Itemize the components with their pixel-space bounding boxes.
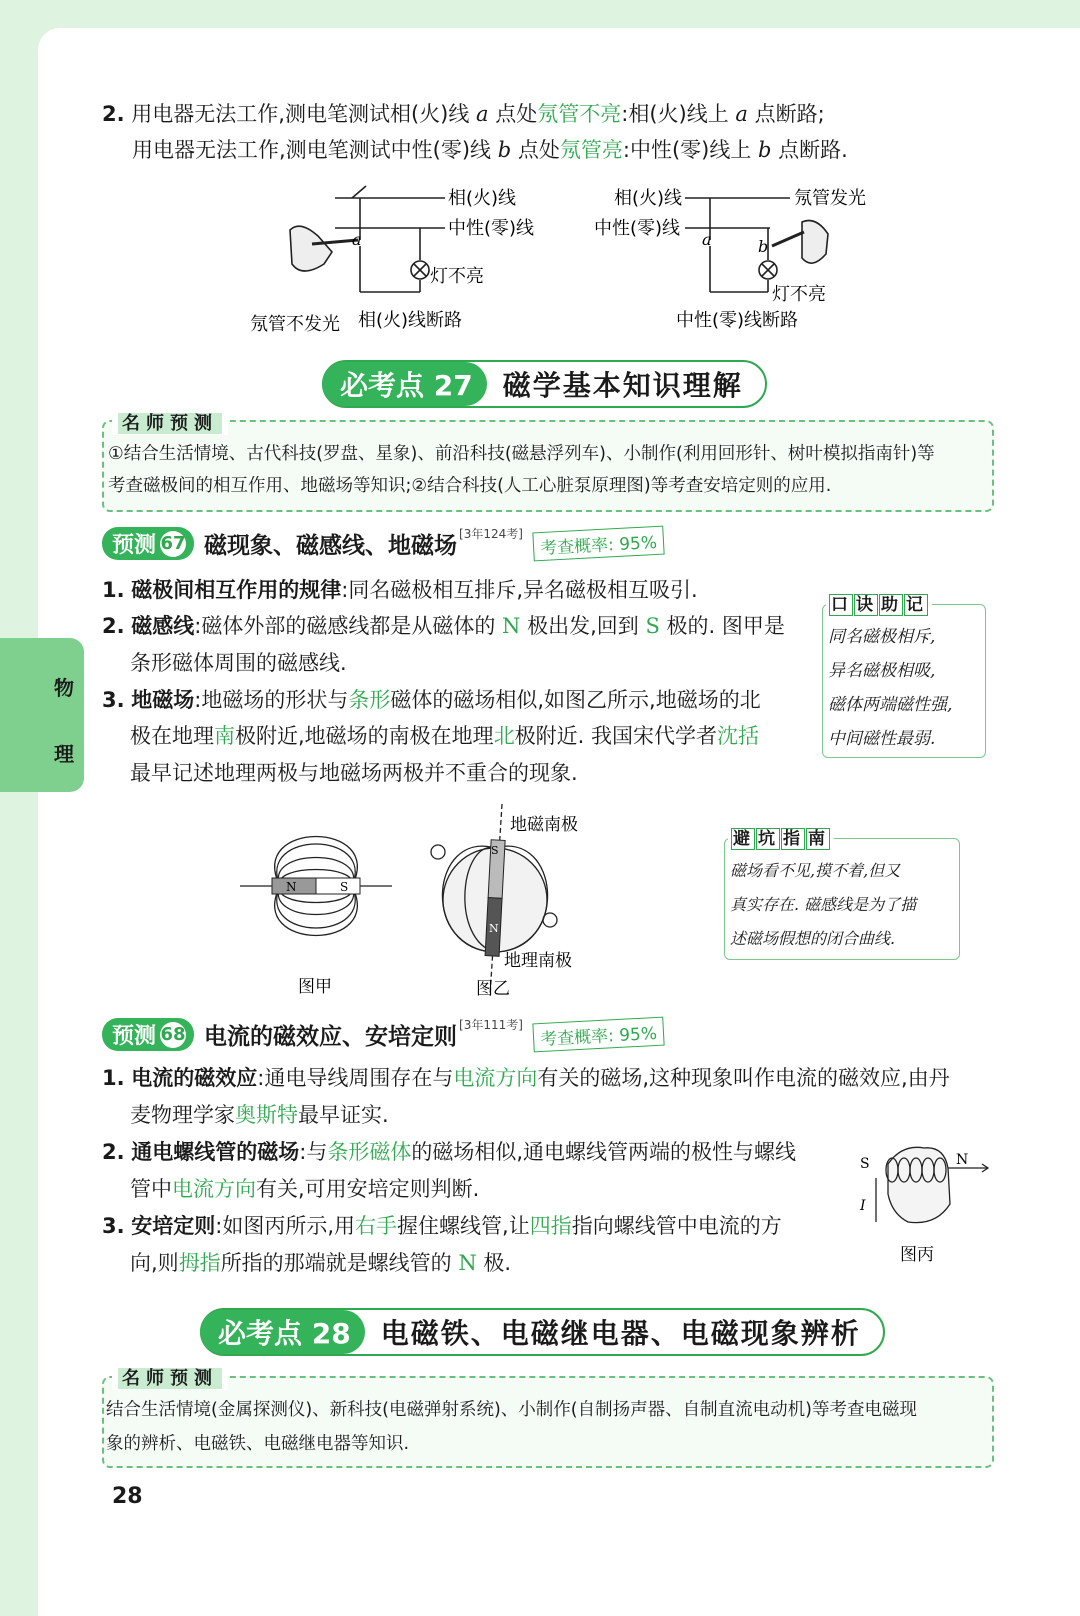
lamp-off-label: 灯不亮 bbox=[430, 266, 484, 287]
p67-item-2-line-2: 条形磁体周围的磁感线. bbox=[130, 651, 347, 675]
point-a-label: a bbox=[352, 230, 362, 249]
circuit-diagram-live-break bbox=[240, 180, 540, 340]
prediction-67-rate: 考查概率: 95% bbox=[532, 526, 664, 562]
prediction-67-pill: 预测 67 bbox=[102, 527, 194, 560]
p68-item-3-line-2: 向,则拇指所指的那端就是螺线管的 N 极. bbox=[130, 1251, 512, 1275]
geographic-south-label: 地理南极 bbox=[504, 951, 572, 971]
key-point-27-label: 必考点 27 bbox=[322, 362, 487, 406]
p68-item-1: 1. 电流的磁效应:通电导线周围存在与电流方向有关的磁场,这种现象叫作电流的磁效应,由丹 bbox=[102, 1066, 950, 1090]
key-point-28-banner bbox=[200, 1308, 885, 1356]
key-point-28-title: 电磁铁、电磁继电器、电磁现象辨析 bbox=[380, 1317, 861, 1350]
item-2-line-2: 用电器无法工作,测电笔测试中性(零)线 b 点处氖管亮:中性(零)线上 b 点断路. bbox=[132, 138, 848, 162]
neutral-wire-label: 中性(零)线 bbox=[448, 218, 535, 239]
magnet-n-label: N bbox=[286, 880, 297, 894]
live-wire-label: 相(火)线 bbox=[448, 188, 517, 209]
live-break-caption: 相(火)线断路 bbox=[358, 310, 463, 331]
side-tab-char-1: 物 bbox=[54, 676, 74, 700]
teacher-prediction-box-1 bbox=[102, 420, 994, 512]
teacher-prediction-tag: 名师预测 bbox=[112, 409, 228, 435]
item-2-line-1: 2. 用电器无法工作,测电笔测试相(火)线 a 点处氖管不亮:相(火)线上 a 点断路; bbox=[102, 102, 825, 126]
coil-n-label: N bbox=[956, 1152, 969, 1168]
neutral-wire-label: 中性(零)线 bbox=[594, 218, 681, 239]
p67-item-3-line-2: 极在地理南极附近,地磁场的南极在地理北极附近. 我国宋代学者沈括 bbox=[130, 724, 760, 748]
live-wire-label: 相(火)线 bbox=[614, 188, 683, 209]
p68-item-2-line-2: 管中电流方向有关,可用安培定则判断. bbox=[130, 1177, 480, 1201]
prediction-2-line-2: 象的辨析、电磁铁、电磁继电器等知识. bbox=[106, 1434, 410, 1454]
page-number: 28 bbox=[112, 1484, 143, 1509]
figure-bing-caption: 图丙 bbox=[900, 1245, 934, 1265]
prediction-67-header bbox=[102, 527, 664, 560]
subject-side-tab bbox=[0, 638, 84, 792]
p68-item-2: 2. 通电螺线管的磁场:与条形磁体的磁场相似,通电螺线管两端的极性与螺线 bbox=[102, 1140, 797, 1164]
p68-item-3: 3. 安培定则:如图丙所示,用右手握住螺线管,让四指指向螺线管中电流的方 bbox=[102, 1214, 782, 1238]
prediction-67-frequency: [3年124考] bbox=[459, 527, 523, 541]
figure-jia-caption: 图甲 bbox=[298, 977, 332, 997]
p67-item-1: 1. 磁极间相互作用的规律:同名磁极相互排斥,异名磁极相互吸引. bbox=[102, 578, 698, 602]
neon-glow-label: 氖管发光 bbox=[794, 188, 866, 209]
earth-s-label: S bbox=[491, 844, 499, 857]
prediction-68-header bbox=[102, 1018, 664, 1051]
geomagnetic-south-label: 地磁南极 bbox=[510, 815, 578, 835]
pitfall-tip-tag: 避 坑 指 南 bbox=[728, 824, 834, 849]
current-i-label: I bbox=[860, 1198, 866, 1214]
figure-yi-caption: 图乙 bbox=[476, 979, 510, 999]
coil-s-label: S bbox=[860, 1156, 870, 1172]
lamp-off-label: 灯不亮 bbox=[772, 284, 826, 305]
point-b-label: b bbox=[758, 237, 769, 256]
earth-n-label: N bbox=[489, 922, 499, 935]
key-point-27-banner bbox=[322, 360, 767, 408]
mnemonic-tip-tag: 口 诀 助 记 bbox=[826, 590, 932, 615]
pitfall-tip-text: 磁场看不见,摸不着,但又 真实存在. 磁感线是为了描 述磁场假想的闭合曲线. bbox=[730, 861, 917, 948]
circuit-diagram-neutral-break bbox=[590, 180, 890, 340]
prediction-2-line-1: 结合生活情境(金属探测仪)、新科技(电磁弹射系统)、小制作(自制扬声器、自制直流电动机)等考查电磁现 bbox=[106, 1400, 917, 1420]
right-hand-rule-figure bbox=[852, 1134, 992, 1266]
prediction-67-title: 磁现象、磁感线、地磁场 bbox=[204, 533, 458, 559]
earth-magnetic-field-figure bbox=[420, 800, 620, 1000]
p67-item-3: 3. 地磁场:地磁场的形状与条形磁体的磁场相似,如图乙所示,地磁场的北 bbox=[102, 688, 761, 712]
point-a-label: a bbox=[702, 230, 712, 249]
key-point-27-title: 磁学基本知识理解 bbox=[502, 369, 743, 402]
mnemonic-tip-text: 同名磁极相斥, 异名磁极相吸, 磁体两端磁性强, 中间磁性最弱. bbox=[828, 627, 953, 749]
p67-item-3-line-3: 最早记述地理两极与地磁场两极并不重合的现象. bbox=[130, 761, 578, 785]
prediction-68-pill: 预测 68 bbox=[102, 1018, 194, 1051]
prediction-68-frequency: [3年111考] bbox=[459, 1018, 523, 1032]
key-point-28-label: 必考点 28 bbox=[200, 1310, 365, 1354]
prediction-1-line-2: 考查磁极间的相互作用、地磁场等知识;②结合科技(人工心脏泵原理图)等考查安培定则的应用. bbox=[108, 476, 832, 496]
p68-item-1-line-2: 麦物理学家奥斯特最早证实. bbox=[130, 1103, 389, 1127]
bar-magnet-field-figure bbox=[236, 820, 396, 1000]
prediction-1-line-1: ①结合生活情境、古代科技(罗盘、星象)、前沿科技(磁悬浮列车)、小制作(利用回形针、树叶模拟指南针)等 bbox=[108, 444, 935, 464]
p67-item-2: 2. 磁感线:磁体外部的磁感线都是从磁体的 N 极出发,回到 S 极的. 图甲是 bbox=[102, 614, 785, 638]
prediction-68-rate: 考查概率: 95% bbox=[532, 1017, 664, 1053]
side-tab-char-2: 理 bbox=[54, 742, 74, 766]
neon-off-label: 氖管不发光 bbox=[250, 314, 340, 335]
magnet-s-label: S bbox=[340, 880, 349, 894]
teacher-prediction-tag: 名师预测 bbox=[112, 1364, 228, 1390]
prediction-68-title: 电流的磁效应、安培定则 bbox=[204, 1024, 458, 1050]
neutral-break-caption: 中性(零)线断路 bbox=[676, 310, 799, 331]
